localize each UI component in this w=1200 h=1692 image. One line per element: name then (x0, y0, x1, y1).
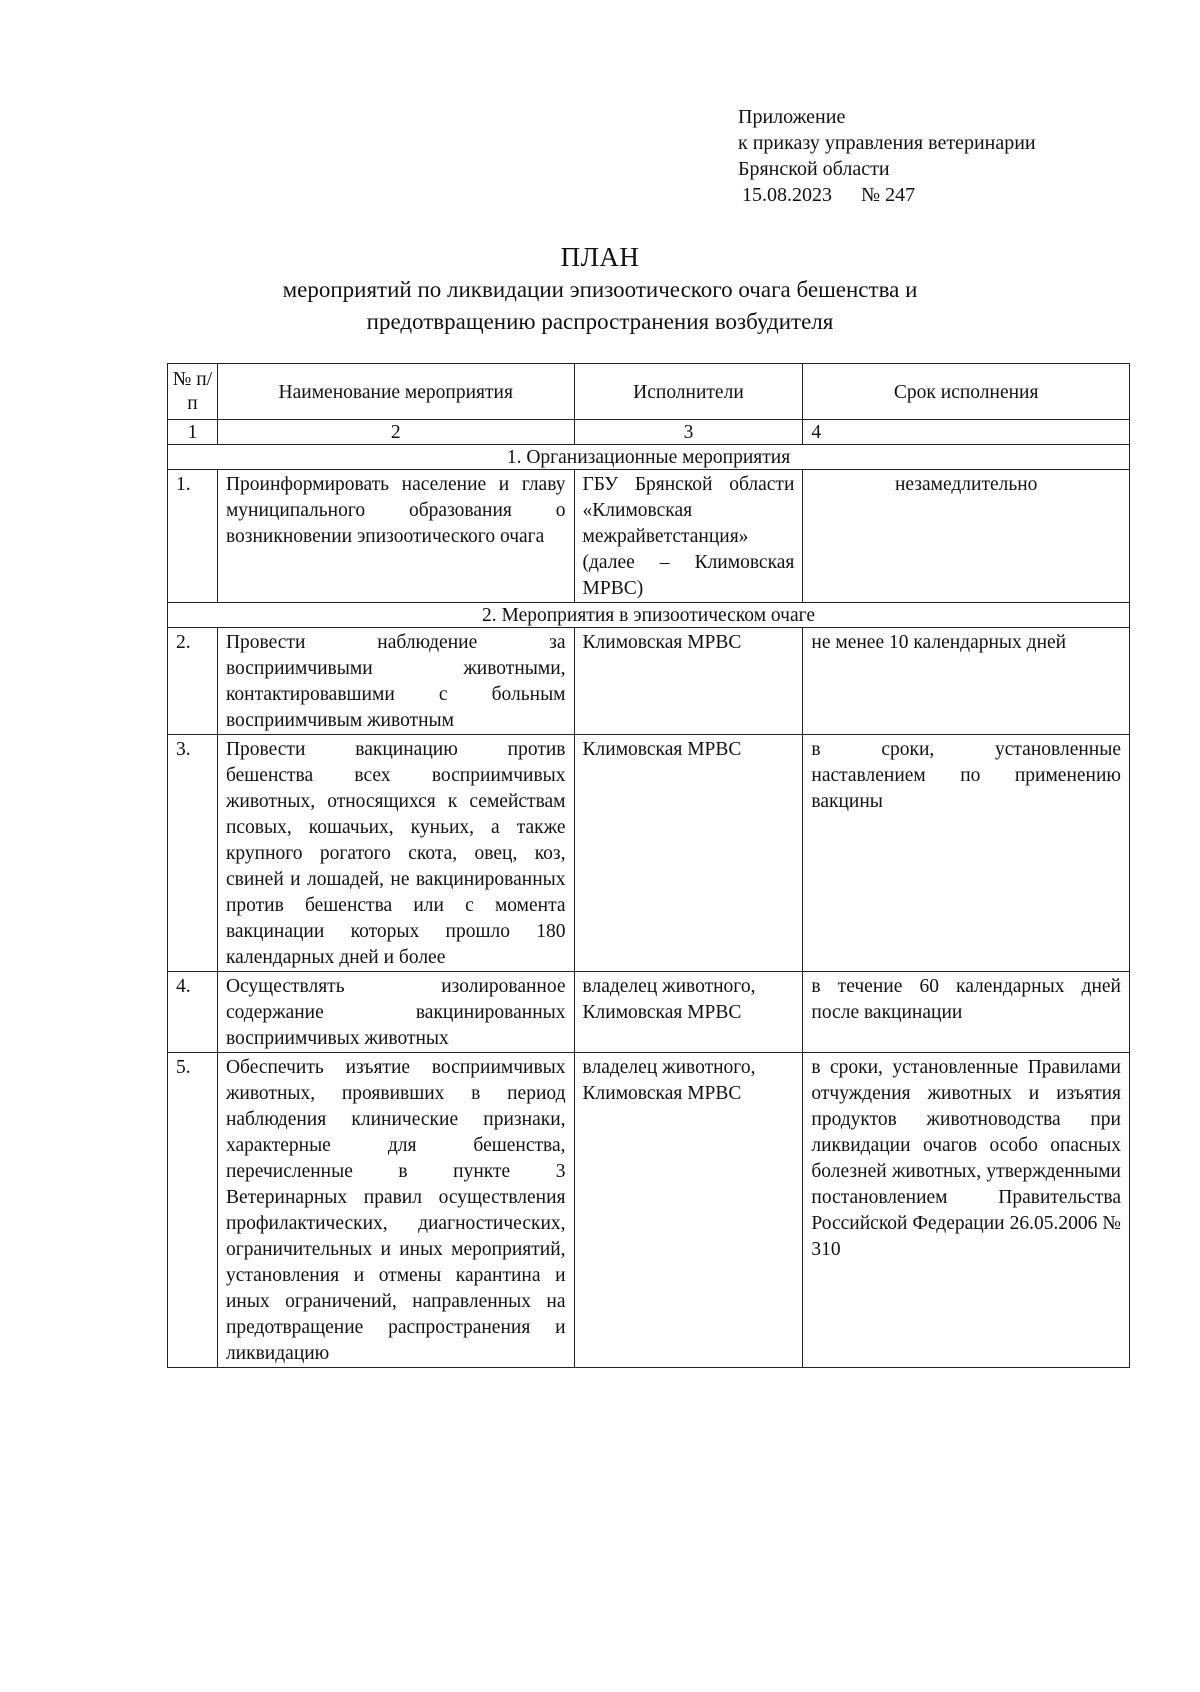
row-deadline: не менее 10 календарных дней (803, 628, 1130, 735)
row-number: 5. (168, 1053, 218, 1368)
appendix-line2: к приказу управления ветеринарии (738, 132, 1036, 154)
section-title: 1. Организационные мероприятия (168, 445, 1130, 470)
column-number-row (168, 420, 1130, 445)
row-activity: Осуществлять изолированное содержание вакцинированных восприимчивых животных (217, 972, 574, 1053)
row-deadline: в течение 60 календарных дней после вакцинации (803, 972, 1130, 1053)
row-executors: Климовская МРВС (574, 735, 803, 972)
row-deadline: в сроки, установленные Правилами отчуждения животных и изъятия продуктов животноводства при ликвидации очагов особо опасных болезней животных, утвержденными постановлением Правительства Российской Федерации 26.05.2006 № 310 (803, 1053, 1130, 1368)
header-deadline: Срок исполнения (803, 364, 1130, 420)
header-num: № п/п (168, 364, 218, 420)
table-row (168, 735, 1130, 972)
row-executors: Климовская МРВС (574, 628, 803, 735)
column-number: 3 (574, 420, 803, 445)
table-row (168, 470, 1130, 603)
row-number: 2. (168, 628, 218, 735)
page-title: ПЛАН (560, 242, 640, 272)
row-activity: Провести наблюдение за восприимчивыми животными, контактировавшими с больным восприимчивым животным (217, 628, 574, 735)
table-row (168, 972, 1130, 1053)
appendix-line1: Приложение (738, 106, 846, 128)
order-date: 15.08.2023 (742, 184, 832, 206)
section-row (168, 445, 1130, 470)
table-row (168, 628, 1130, 735)
row-number: 4. (168, 972, 218, 1053)
plan-table (167, 363, 1130, 1368)
column-number: 1 (168, 420, 218, 445)
row-activity: Обеспечить изъятие восприимчивых животных, проявивших в период наблюдения клинические признаки, характерные для бешенства, перечисленные в пункте 3 Ветеринарных правил осуществления профилактических, диагностических, ограничительных и иных мероприятий, установления и отмены карантина и иных ограничений, направленных на предотвращение распространения и ликвидацию (217, 1053, 574, 1368)
row-activity: Проинформировать население и главу муниципального образования о возникновении эпизоотического очага (217, 470, 574, 603)
appendix-date-number (738, 182, 1036, 208)
column-number: 4 (803, 420, 1130, 445)
section-title: 2. Мероприятия в эпизоотическом очаге (168, 603, 1130, 628)
header-name: Наименование мероприятия (217, 364, 574, 420)
row-executors: владелец животного, Климовская МРВС (574, 972, 803, 1053)
subtitle-line1: мероприятий по ликвидации эпизоотического очага бешенства и (282, 277, 918, 302)
header-executors: Исполнители (574, 364, 803, 420)
section-row (168, 603, 1130, 628)
table-row (168, 1053, 1130, 1368)
column-number: 2 (217, 420, 574, 445)
row-executors: владелец животного, Климовская МРВС (574, 1053, 803, 1368)
subtitle-line2: предотвращению распространения возбудителя (366, 309, 834, 334)
row-number: 3. (168, 735, 218, 972)
row-executors: ГБУ Брянской области «Климовская межрайветстанция» (далее – Климовская МРВС) (574, 470, 803, 603)
appendix-line3: Брянской области (738, 158, 890, 180)
row-number: 1. (168, 470, 218, 603)
order-number: № 247 (861, 184, 916, 206)
table-header-row (168, 364, 1130, 420)
appendix-block (738, 104, 1036, 208)
row-deadline: незамедлительно (803, 470, 1130, 603)
title-block (0, 240, 1200, 338)
row-activity: Провести вакцинацию против бешенства всех восприимчивых животных, относящихся к семействам псовых, кошачьих, куньих, а также крупного рогатого скота, овец, коз, свиней и лошадей, не вакцинированных против бешенства или с момента вакцинации которых прошло 180 календарных дней и более (217, 735, 574, 972)
row-deadline: в сроки, установленные наставлением по применению вакцины (803, 735, 1130, 972)
